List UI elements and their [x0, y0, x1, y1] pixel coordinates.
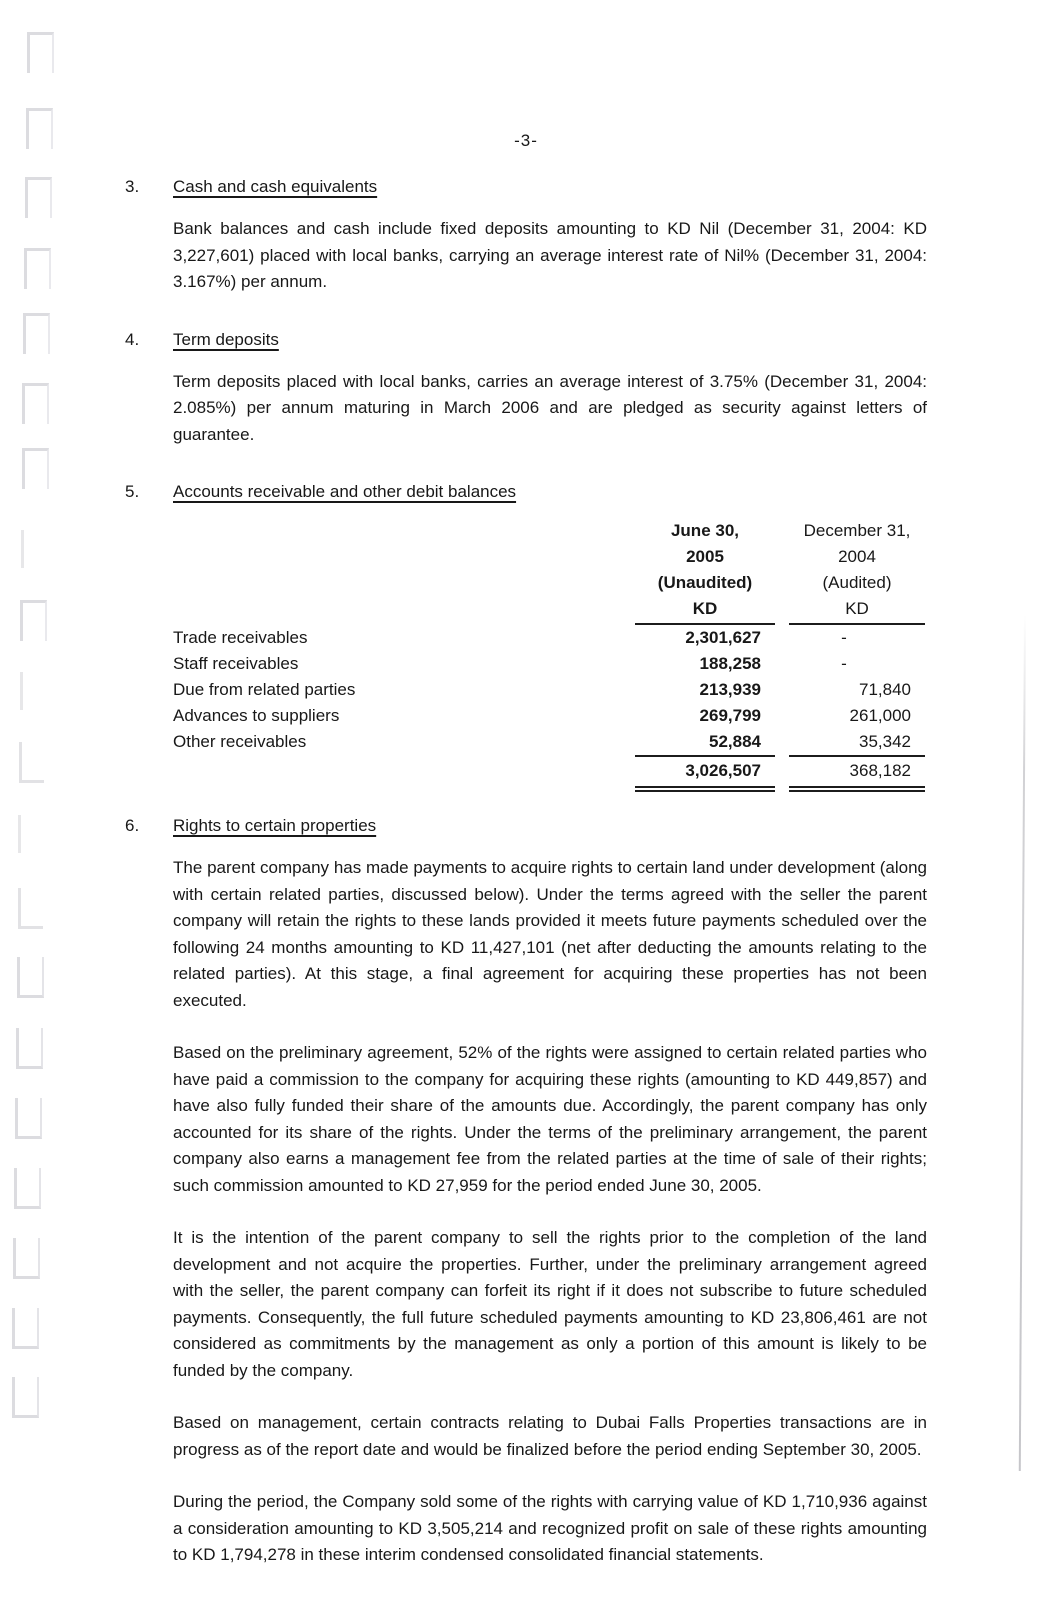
table-row [173, 729, 927, 755]
section-title: Cash and cash equivalents [173, 177, 378, 196]
binding-mark-icon [24, 248, 51, 289]
section-number: 4. [125, 329, 140, 349]
value-dec-2004: - [841, 654, 847, 673]
section-number: 5. [125, 482, 140, 501]
page-number: -3- [514, 131, 538, 150]
row-label: Staff receivables [173, 654, 299, 673]
paragraph: Based on the preliminary agreement, 52% of the rights were assigned to certain related parties who have paid a commission to the company for acquiring these rights (amounting to KD 449,857) and have also fully funded their share of the amounts due. Accordingly, the parent company has only accounted for its share of the rights. Under the terms of the preliminary arrangement, the parent company also earns a management fee from the related parties at the time of sale of their rights; such commission amounted to KD 27,959 for the period ended June 30, 2005. [173, 1043, 927, 1195]
binding-mark-icon [21, 530, 46, 568]
binding-mark-icon [20, 600, 47, 641]
binding-mark-icon [25, 177, 52, 218]
value-jun-2005: 213,939 [699, 680, 761, 699]
row-label: Due from related parties [173, 680, 356, 699]
receivables-table [173, 518, 927, 792]
paragraph: Based on management, certain contracts relating to Dubai Falls Properties transactions are in progress as of the report date and would be finalized before the period ending September 30, 2005. [173, 1413, 927, 1459]
table-row [173, 703, 927, 729]
section-cash-and-cash-equivalents [125, 175, 927, 322]
column-header-jun-2005: June 30, 2005 (Unaudited) KD [635, 518, 775, 625]
section-title: Term deposits [173, 329, 279, 349]
binding-mark-icon [16, 1028, 43, 1069]
paragraph: The parent company has made payments to acquire rights to certain land under development (along with certain related parties, discussed below). Under the terms agreed with the seller the parent company will retain the rights to these lands provided it meets future payments scheduled over the following 24 months amounting to KD 11,427,101 (net after deducting the amounts relating to the related parties). At this stage, a final agreement for acquiring these properties has not been executed. [173, 858, 927, 1010]
paragraph: Term deposits placed with local banks, carries an average interest of 3.75% (December 31, 2004: 2.085%) per annum maturing in March 2006 and are pledged as security against letters of guarantee. [173, 371, 927, 444]
scan-edge-line [1019, 615, 1026, 1471]
paragraph: It is the intention of the parent company to sell the rights prior to the completion of the land development and not acquire the properties. Further, under the preliminary arrangement agreed with the seller, the parent company can forfeit its right if it does not subscribe to future scheduled payments. Consequently, the full future scheduled payments amounting to KD 23,806,461 are not considered as commitments by the management as only a portion of this amount is likely to be funded by the company. [173, 1228, 927, 1380]
value-jun-2005: 269,799 [699, 706, 761, 725]
section-number: 6. [125, 816, 140, 835]
value-dec-2004: 71,840 [859, 680, 911, 699]
value-dec-2004: 261,000 [849, 706, 911, 725]
binding-mark-icon [22, 448, 49, 489]
binding-mark-icon [23, 313, 50, 354]
table-total-row [173, 755, 927, 792]
binding-mark-icon [20, 672, 45, 710]
section-rights-to-certain-properties [125, 814, 927, 1595]
total-dec-2004: 368,182 [789, 755, 925, 792]
section-term-deposits [125, 328, 927, 475]
row-label: Trade receivables [173, 628, 308, 647]
total-jun-2005: 3,026,507 [635, 755, 775, 792]
binding-mark-icon [12, 1377, 39, 1418]
table-row [173, 677, 927, 703]
paragraph: Bank balances and cash include fixed deposits amounting to KD Nil (December 31, 2004: KD 3,227,601) placed with local banks, carrying an average interest rate of Nil% (December 31, 2004: 3.167%) per annum. [173, 219, 927, 291]
binding-mark-icon [17, 957, 44, 998]
row-label: Advances to suppliers [173, 706, 340, 725]
binding-mark-icon [14, 1168, 41, 1209]
table-header-row [173, 518, 927, 625]
value-dec-2004: - [841, 628, 847, 647]
binding-mark-icon [19, 742, 44, 783]
page-content [125, 131, 927, 1601]
binding-mark-icon [18, 888, 43, 929]
value-dec-2004: 35,342 [859, 732, 911, 751]
binding-mark-icon [22, 383, 49, 424]
row-label: Other receivables [173, 732, 307, 751]
binding-mark-icon [13, 1238, 40, 1279]
binding-mark-icon [27, 32, 54, 73]
table-row [173, 625, 927, 651]
value-jun-2005: 2,301,627 [685, 628, 761, 647]
section-accounts-receivable [125, 480, 927, 808]
paragraph: During the period, the Company sold some of the rights with carrying value of KD 1,710,936 against a consideration amounting to KD 3,505,214 and recognized profit on sale of these rights amounting to KD 1,794,278 in these interim condensed consolidated financial statements. [173, 1492, 927, 1564]
section-title: Rights to certain properties [173, 816, 377, 835]
binding-mark-icon [15, 1098, 42, 1139]
section-number: 3. [125, 177, 140, 196]
binding-mark-icon [26, 108, 53, 149]
column-header-dec-2004: December 31, 2004 (Audited) KD [789, 518, 925, 625]
binding-mark-icon [12, 1308, 39, 1349]
value-jun-2005: 188,258 [699, 654, 761, 673]
section-title: Accounts receivable and other debit balances [173, 482, 517, 501]
value-jun-2005: 52,884 [709, 732, 761, 751]
table-row [173, 651, 927, 677]
binding-mark-icon [18, 815, 43, 853]
